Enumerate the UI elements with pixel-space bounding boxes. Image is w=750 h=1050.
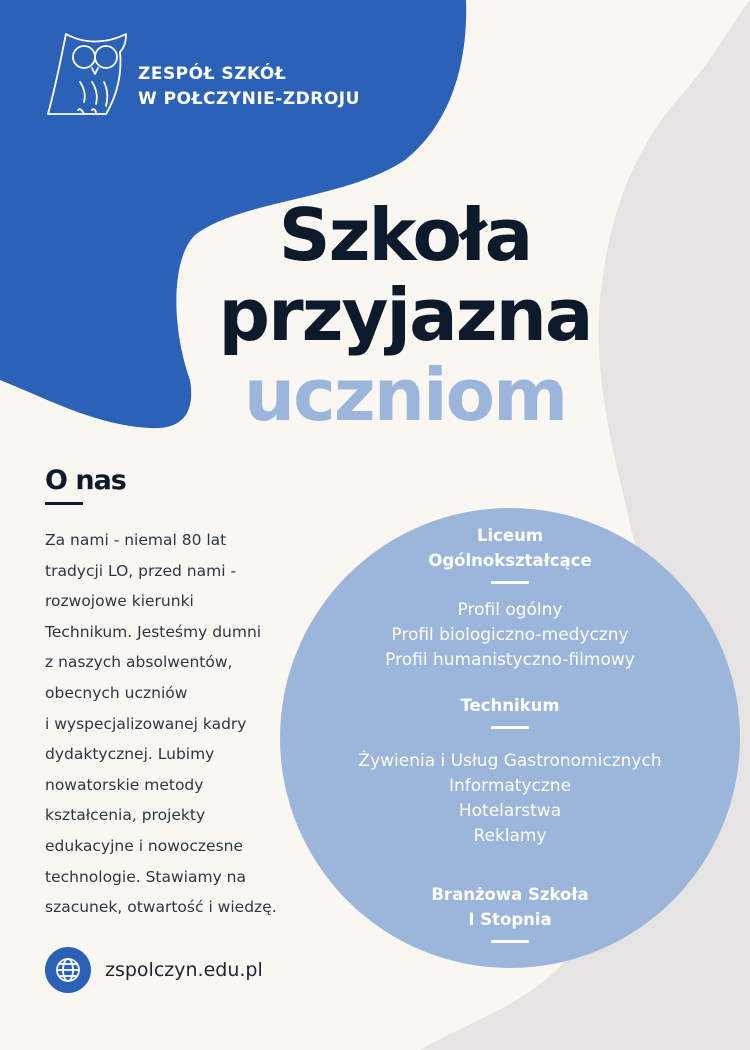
school-name-line1: ZESPÓŁ SZKÓŁ [138, 64, 287, 84]
technikum-title [280, 693, 740, 718]
headline-line1: Szkoła [278, 193, 532, 277]
technikum-item: Hotelarstwa [458, 801, 562, 821]
liceum-title-line1: Liceum [476, 526, 544, 545]
technikum-item: Żywienia i Usług Gastronomicznych [358, 751, 662, 771]
owl-logo-icon [44, 22, 136, 120]
liceum-divider [491, 581, 529, 584]
liceum-item: Profil ogólny [457, 600, 563, 620]
school-header [44, 22, 360, 120]
liceum-item: Profil humanistyczno-filmowy [385, 650, 635, 670]
liceum-items [280, 598, 740, 673]
technikum-items [280, 749, 740, 849]
about-title-underline [45, 502, 83, 505]
branzowa-title-line1: Branżowa Szkoła [431, 885, 589, 904]
headline-line2: przyjazna [218, 273, 592, 357]
technikum-title-text: Technikum [460, 696, 560, 715]
website-url[interactable]: zspolczyn.edu.pl [105, 959, 263, 981]
school-name [138, 62, 458, 112]
technikum-item: Informatyczne [448, 776, 572, 796]
branzowa-section [280, 882, 740, 943]
liceum-item: Profil biologiczno-medyczny [391, 625, 629, 645]
branzowa-title-line2: I Stopnia [468, 910, 552, 929]
branzowa-divider [491, 940, 529, 943]
liceum-title-line2: Ogólnokształcące [428, 551, 592, 570]
school-name-line2: W POŁCZYNIE-ZDROJU [138, 89, 360, 109]
liceum-section [280, 523, 740, 673]
globe-icon [45, 947, 91, 993]
about-text: Za nami - niemal 80 lat tradycji LO, przed nami - rozwojowe kierunki Technikum. Jesteśmy dumni z naszych absolwentów, obecnych uczniów i wyspecjalizowanej kadry dydaktycznej. Lubimy nowatorskie metody kształcenia, projekty edukacyjne i nowoczesne technologie. Stawiamy na szacunek, otwartość i wiedzę. [45, 531, 277, 917]
branzowa-title [280, 882, 740, 932]
liceum-title [280, 523, 740, 573]
offer-list [280, 523, 740, 943]
technikum-item: Reklamy [473, 826, 547, 846]
headline-line3: uczniom [243, 353, 567, 437]
hero-headline [0, 195, 750, 435]
website-link[interactable] [45, 947, 263, 993]
about-title: O nas [45, 465, 126, 496]
technikum-section [280, 693, 740, 849]
technikum-divider [491, 726, 529, 729]
about-section [45, 465, 305, 923]
